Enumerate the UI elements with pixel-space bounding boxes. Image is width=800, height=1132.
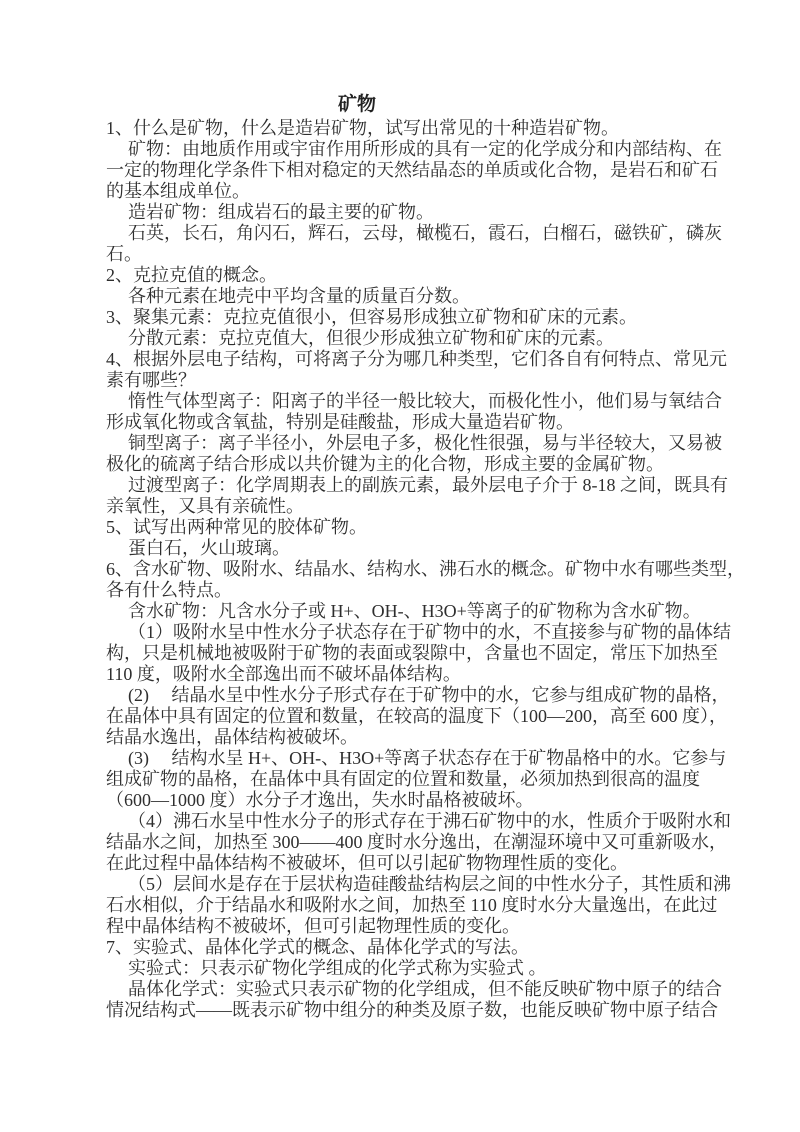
text-line: 蛋白石，火山玻璃。 — [128, 538, 290, 558]
text-line: 3、聚集元素：克拉克值很小，但容易形成独立矿物和矿床的元素。 — [106, 307, 637, 327]
text-line: 各种元素在地壳中平均含量的质量百分数。 — [128, 286, 470, 306]
text-line: 石。 — [106, 244, 142, 264]
text-line: 含水矿物：凡含水分子或 H+、OH-、H3O+等离子的矿物称为含水矿物。 — [128, 601, 701, 621]
text-line: 5、试写出两种常见的胶体矿物。 — [106, 517, 367, 537]
text-line: 惰性气体型离子：阳离子的半径一般比较大，而极化性小，他们易与氧结合 — [128, 391, 722, 411]
text-line: (2) 结晶水呈中性水分子形式存在于矿物中的水，它参与组成矿物的晶格， — [128, 685, 730, 705]
text-line: 极化的硫离子结合形成以共价键为主的化合物，形成主要的金属矿物。 — [106, 454, 664, 474]
text-line: 情况结构式——既表示矿物中组分的种类及原子数，也能反映矿物中原子结合 — [106, 1000, 718, 1020]
text-line: 造岩矿物：组成岩石的最主要的矿物。 — [128, 202, 434, 222]
text-line: 1、什么是矿物，什么是造岩矿物，试写出常见的十种造岩矿物。 — [106, 118, 619, 138]
text-line: 石英，长石，角闪石，辉石，云母，橄榄石，霞石，白榴石，磁铁矿，磷灰 — [128, 223, 722, 243]
text-line: （4）沸石水呈中性水分子的形式存在于沸石矿物中的水，性质介于吸附水和 — [128, 811, 731, 831]
text-line: 结晶水之间，加热至 300——400 度时水分逸出，在潮湿环境中又可重新吸水， — [106, 832, 727, 852]
text-line: 分散元素：克拉克值大，但很少形成独立矿物和矿床的元素。 — [128, 328, 614, 348]
text-line: 各有什么特点。 — [106, 580, 232, 600]
text-line: 在晶体中具有固定的位置和数量，在较高的温度下（100—200，高至 600 度）， — [106, 706, 727, 726]
text-line: 的基本组成单位。 — [106, 181, 250, 201]
page-title: 矿物 — [338, 94, 377, 115]
text-line: 矿物：由地质作用或宇宙作用所形成的具有一定的化学成分和内部结构、在 — [128, 139, 722, 159]
text-line: 过渡型离子：化学周期表上的副族元素，最外层电子介于 8-18 之间，既具有 — [128, 475, 728, 495]
document-content — [106, 92, 766, 1021]
text-line: 7、实验式、晶体化学式的概念、晶体化学式的写法。 — [106, 937, 529, 957]
text-line: 程中晶体结构不被破坏，但可引起物理性质的变化。 — [106, 916, 520, 936]
text-line: 结晶水逸出，晶体结构被破坏。 — [106, 727, 358, 747]
text-line: （5）层间水是存在于层状构造硅酸盐结构层之间的中性水分子，其性质和沸 — [128, 874, 731, 894]
text-line: 4、根据外层电子结构，可将离子分为哪几种类型，它们各自有何特点、常见元 — [106, 349, 727, 369]
text-line: 110 度，吸附水全部逸出而不破坏晶体结构。 — [106, 664, 461, 684]
text-line: 形成氧化物或含氧盐，特别是硅酸盐，形成大量造岩矿物。 — [106, 412, 574, 432]
text-line: 构，只是机械地被吸附于矿物的表面或裂隙中，含量也不固定，常压下加热至 — [106, 643, 718, 663]
text-line: 石水相似，介于结晶水和吸附水之间，加热至 110 度时水分大量逸出，在此过 — [106, 895, 718, 915]
text-line: （1）吸附水呈中性水分子状态存在于矿物中的水，不直接参与矿物的晶体结 — [128, 622, 731, 642]
document-body — [106, 118, 766, 1021]
text-line: 在此过程中晶体结构不被破坏，但可以引起矿物物理性质的变化。 — [106, 853, 628, 873]
text-line: (3) 结构水呈 H+、OH-、H3O+等离子状态存在于矿物晶格中的水。它参与 — [128, 748, 727, 768]
text-line: （600—1000 度）水分子才逸出，失水时晶格被破坏。 — [106, 790, 534, 810]
text-line: 铜型离子：离子半径小，外层电子多，极化性很强，易与半径较大，又易被 — [128, 433, 722, 453]
text-line: 6、含水矿物、吸附水、结晶水、结构水、沸石水的概念。矿物中水有哪些类型， — [106, 559, 745, 579]
text-line: 2、克拉克值的概念。 — [106, 265, 277, 285]
text-line: 一定的物理化学条件下相对稳定的天然结晶态的单质或化合物，是岩石和矿石 — [106, 160, 718, 180]
text-line: 素有哪些？ — [106, 370, 196, 390]
text-line: 亲氧性，又具有亲硫性。 — [106, 496, 304, 516]
text-line: 实验式：只表示矿物化学组成的化学式称为实验式 。 — [128, 958, 547, 978]
text-line: 晶体化学式：实验式只表示矿物的化学组成，但不能反映矿物中原子的结合 — [128, 979, 722, 999]
text-line: 组成矿物的晶格，在晶体中具有固定的位置和数量，必须加热到很高的温度 — [106, 769, 700, 789]
